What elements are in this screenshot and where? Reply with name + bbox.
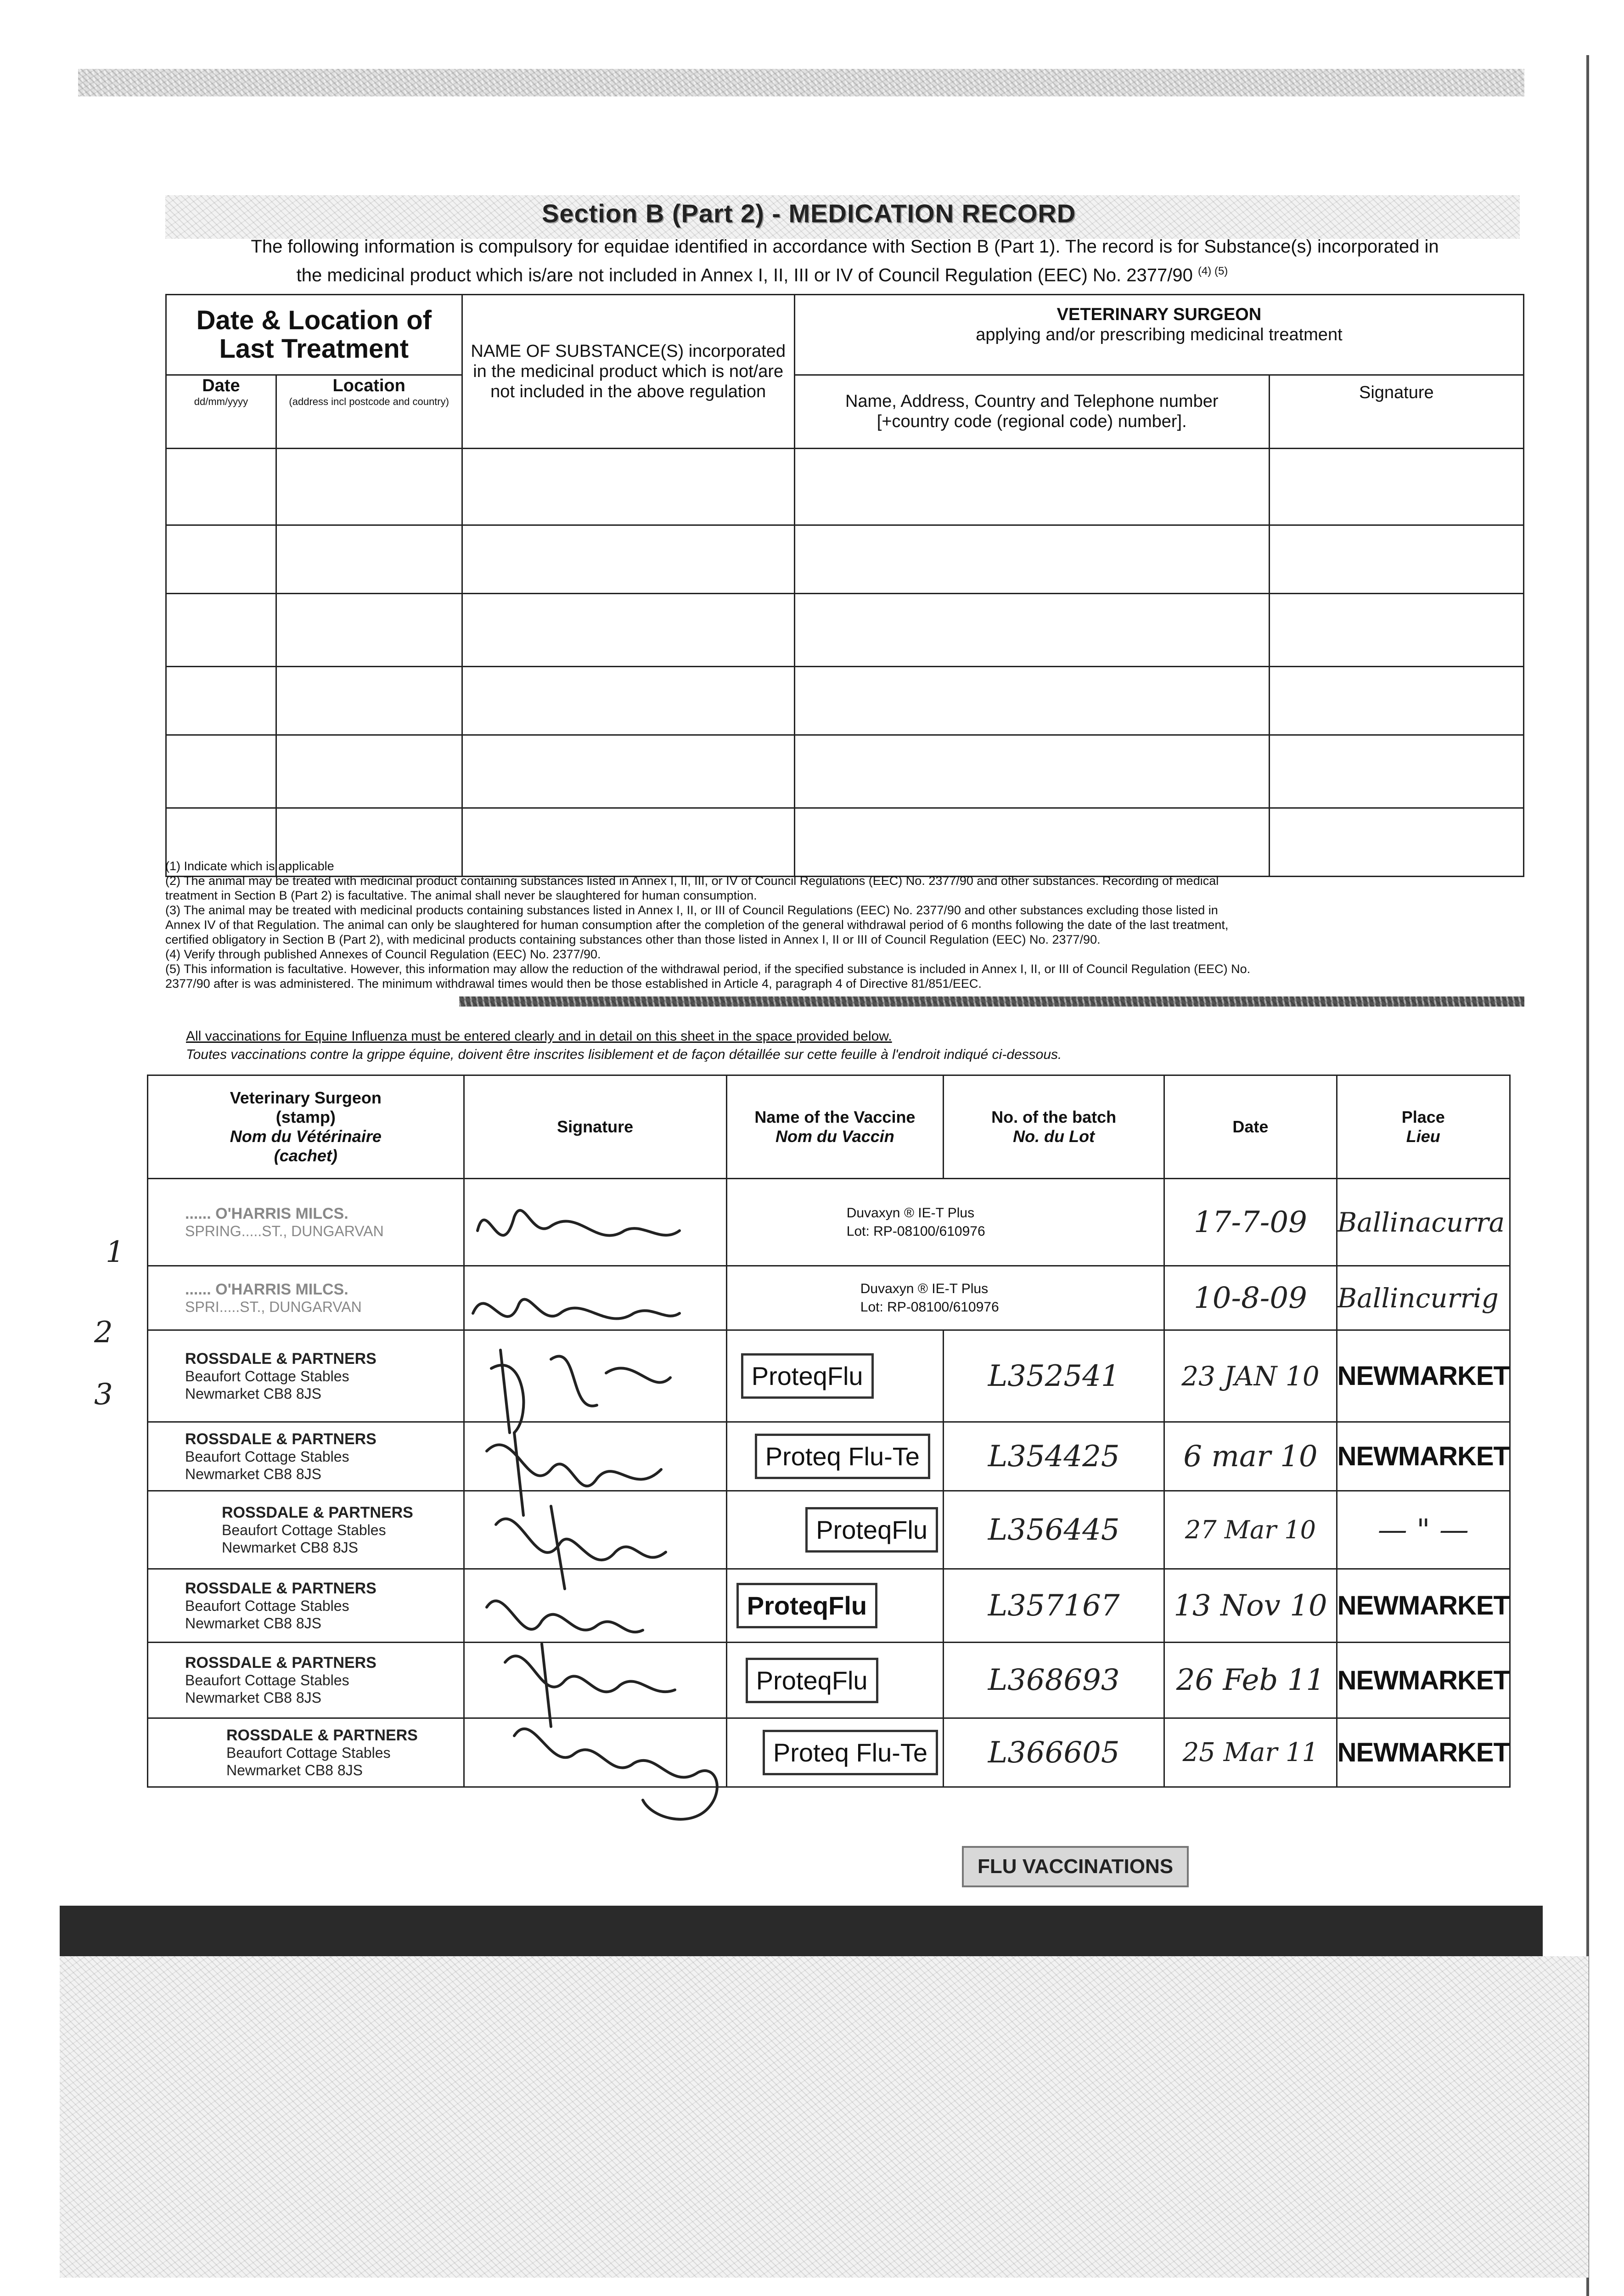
date-format: dd/mm/yyyy — [194, 396, 248, 408]
vaccination-date: 26 Feb 11 — [1176, 1663, 1325, 1697]
vaccination-place: NEWMARKET — [1337, 1441, 1509, 1471]
note-3b: Annex IV of that Regulation. The animal can only be slaughtered for human consumption after the completion of the general withdrawal period of 6 months following the date of the last treatment, — [165, 918, 1229, 932]
vaccination-place: Ballinacurra — [1337, 1206, 1505, 1238]
batch-number: L352541 — [988, 1359, 1120, 1393]
vaccination-place: Ballincurrig — [1337, 1282, 1499, 1314]
vaccination-place: NEWMARKET — [1337, 1665, 1509, 1695]
table-row — [166, 525, 1524, 594]
place-header-en: Place — [1401, 1108, 1445, 1126]
flu-vaccinations-tab: FLU VACCINATIONS — [962, 1846, 1189, 1887]
vet-stamp: ...... O'HARRIS MILCS. SPRING.....ST., DUNGARVAN — [185, 1204, 384, 1239]
vaccination-date: 17-7-09 — [1194, 1205, 1307, 1239]
vaccine-stamp: ProteqFlu — [741, 1353, 874, 1399]
note-5: (5) This information is facultative. However, this information may allow the reduction of the withdrawal period, if the specified substance is included in Annex I, II, or III of Council Regulation (EEC) No. — [165, 962, 1251, 976]
signature-2 — [473, 1300, 680, 1319]
vaccine-stamp: Proteq Flu-Te — [755, 1434, 930, 1479]
table-row — [166, 448, 1524, 525]
vaccination-date: 13 Nov 10 — [1174, 1588, 1327, 1623]
signature-8 — [514, 1729, 717, 1819]
scan-dark-band — [60, 1906, 1543, 1956]
vet-stamp: ROSSDALE & PARTNERS Beaufort Cottage Stables Newmarket CB8 8JS — [185, 1654, 376, 1706]
vaccination-date: 6 mar 10 — [1183, 1439, 1318, 1474]
vaccine-stamp: ProteqFlu — [805, 1507, 938, 1553]
batch-number: L356445 — [988, 1513, 1120, 1547]
table-row — [166, 594, 1524, 667]
table-row — [148, 1179, 1510, 1266]
note-5b: 2377/90 after is was administered. The minimum withdrawal times would then be those established in Article 4, paragraph 4 of Directive 81/851/EEC. — [165, 977, 982, 990]
batch-header-fr: No. du Lot — [1013, 1127, 1095, 1146]
vet-stamp-header-fr: Nom du Vétérinaire — [230, 1127, 382, 1146]
signature-5 — [496, 1506, 666, 1589]
note-2: (2) The animal may be treated with medicinal product containing substances listed in Annex I, II, III, or IV of Council Regulations (EEC) No. 2377/90 and other substances. Recording of medical — [165, 874, 1219, 888]
vaccine-label: Duvaxyn ® IE-T Plus Lot: RP-08100/610976 — [846, 1205, 985, 1239]
table-row — [148, 1569, 1510, 1643]
scan-noise-bottom — [60, 1956, 1589, 2278]
table-row — [148, 1422, 1510, 1491]
vaccination-place: NEWMARKET — [1337, 1591, 1509, 1621]
note-1: (1) Indicate which is applicable — [165, 859, 334, 873]
vet-stamp: ROSSDALE & PARTNERS Beaufort Cottage Stables Newmarket CB8 8JS — [222, 1503, 413, 1556]
substance-header: NAME OF SUBSTANCE(S) incorporated in the medicinal product which is not/are not included in the above regulation — [471, 341, 786, 401]
note-4: (4) Verify through published Annexes of Council Regulation (EEC) No. 2377/90. — [165, 947, 601, 961]
note-3c: certified obligatory in Section B (Part 2), with medicinal products containing substances other than those listed in Annex I, II or III of Council Regulation (EEC) No. 2377/90. — [165, 933, 1101, 946]
vaccination-note-fr: Toutes vaccinations contre la grippe équine, doivent être inscrites lisiblement et de façon détaillée sur cette feuille à l'endroit indiqué ci-dessous. — [186, 1047, 1062, 1062]
vaccination-date: 25 Mar 11 — [1182, 1738, 1319, 1767]
signature-6 — [487, 1601, 643, 1632]
signature-header: Signature — [557, 1117, 634, 1136]
vet-stamp: ...... O'HARRIS MILCS. SPRI.....ST., DUNGARVAN — [185, 1280, 362, 1315]
place-header-fr: Lieu — [1406, 1127, 1440, 1146]
vaccination-place: NEWMARKET — [1337, 1361, 1509, 1391]
batch-number: L366605 — [988, 1735, 1120, 1770]
vet-stamp-header-en: Veterinary Surgeon — [230, 1088, 382, 1107]
location-header: Location — [332, 376, 405, 396]
vet-surgeon-header: VETERINARY SURGEON — [1056, 305, 1262, 324]
margin-number-2: 2 — [94, 1316, 113, 1350]
table-row — [148, 1330, 1510, 1422]
vet-stamp-header-en-2: (stamp) — [275, 1108, 336, 1126]
vet-stamp: ROSSDALE & PARTNERS Beaufort Cottage Stables Newmarket CB8 8JS — [185, 1579, 376, 1632]
vaccination-table — [147, 1075, 1511, 1788]
batch-number: L357167 — [988, 1588, 1120, 1623]
vet-surgeon-subheader: applying and/or prescribing medicinal treatment — [976, 325, 1343, 344]
vaccination-place: — " — — [1377, 1513, 1469, 1547]
vet-signature-header: Signature — [1359, 383, 1434, 403]
intro-line-2: the medicinal product which is/are not included in Annex I, II, III or IV of Council Regulation (EEC) No. 2377/90 $^{(4) (5)}$ — [296, 265, 1228, 286]
margin-number-3: 3 — [94, 1378, 113, 1412]
footnotes — [165, 859, 1543, 991]
signature-7 — [505, 1644, 675, 1727]
location-format: (address incl postcode and country) — [289, 396, 449, 408]
intro-line-1: The following information is compulsory for equidae identified in accordance with Section B (Part 1). The record is for Substance(s) incorporated in — [251, 236, 1439, 257]
vaccine-stamp: Proteq Flu-Te — [763, 1730, 938, 1775]
signature-scribbles — [459, 1176, 744, 1846]
vaccine-stamp: ProteqFlu — [736, 1583, 877, 1628]
vaccination-date: 10-8-09 — [1194, 1281, 1307, 1315]
vet-stamp: ROSSDALE & PARTNERS Beaufort Cottage Stables Newmarket CB8 8JS — [185, 1430, 376, 1482]
section-title: Section B (Part 2) - MEDICATION RECORD — [542, 199, 1076, 228]
table-row — [148, 1643, 1510, 1718]
batch-header-en: No. of the batch — [991, 1108, 1117, 1126]
medication-record-table — [165, 294, 1524, 877]
note-3: (3) The animal may be treated with medicinal products containing substances listed in Annex I, II, or III of Council Regulations (EEC) No. 2377/90 and other substances excluding those listed in — [165, 903, 1218, 917]
signature-1 — [478, 1210, 680, 1236]
table-row — [148, 1266, 1510, 1330]
date-location-header: Date & Location of Last Treatment — [196, 305, 432, 364]
vet-stamp: ROSSDALE & PARTNERS Beaufort Cottage Stables Newmarket CB8 8JS — [185, 1350, 376, 1402]
table-row — [148, 1491, 1510, 1569]
table-row — [166, 667, 1524, 735]
vaccination-date: 23 JAN 10 — [1181, 1360, 1320, 1392]
date-header: Date — [202, 376, 240, 396]
vaccination-place: NEWMARKET — [1337, 1738, 1509, 1767]
vet-stamp: ROSSDALE & PARTNERS Beaufort Cottage Stables Newmarket CB8 8JS — [226, 1726, 418, 1778]
vaccine-label: Duvaxyn ® IE-T Plus Lot: RP-08100/610976 — [860, 1281, 999, 1315]
vaccination-note-en: All vaccinations for Equine Influenza must be entered clearly and in detail on this sheet in the space provided below. — [186, 1029, 892, 1044]
table-row — [148, 1718, 1510, 1787]
date-header: Date — [1232, 1117, 1269, 1136]
batch-number: L368693 — [988, 1663, 1120, 1697]
signature-4 — [487, 1433, 661, 1515]
vaccine-header-fr: Nom du Vaccin — [775, 1127, 894, 1146]
signature-3 — [491, 1350, 670, 1433]
vaccine-header-en: Name of the Vaccine — [754, 1108, 916, 1126]
batch-number: L354425 — [988, 1439, 1120, 1474]
scan-separator — [459, 996, 1524, 1007]
scan-noise-top — [78, 69, 1524, 96]
vet-stamp-header-fr-2: (cachet) — [274, 1146, 337, 1165]
vet-contact-header: Name, Address, Country and Telephone number [+country code (regional code) number]. — [845, 392, 1219, 432]
vaccine-stamp: ProteqFlu — [746, 1658, 878, 1703]
vaccination-date: 27 Mar 10 — [1185, 1515, 1316, 1544]
note-2b: treatment in Section B (Part 2) is facultative. The animal shall never be slaughtered for human consumption. — [165, 889, 757, 902]
margin-number-1: 1 — [106, 1235, 124, 1269]
table-row — [166, 735, 1524, 808]
